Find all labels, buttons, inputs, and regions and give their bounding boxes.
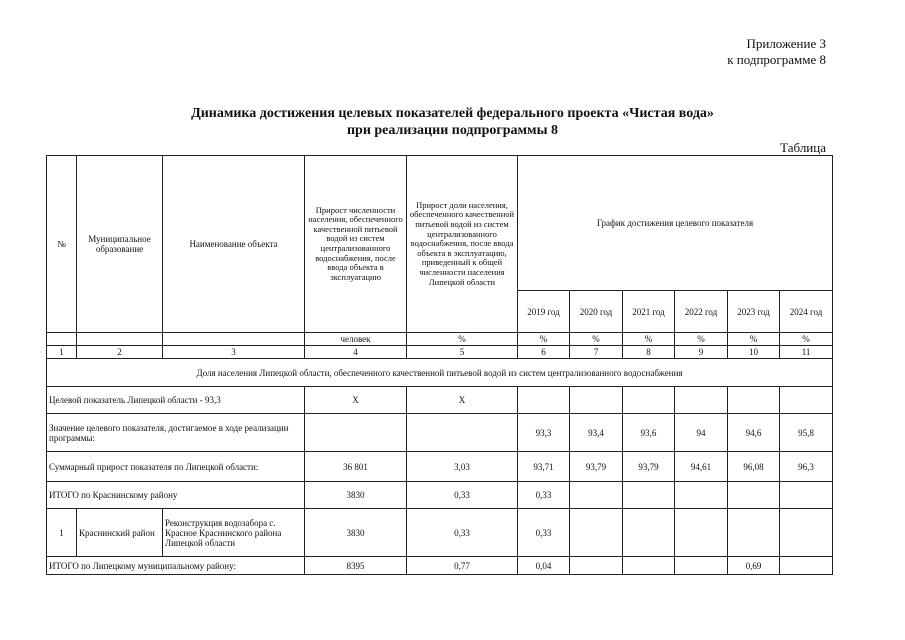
header-year: 2023 год xyxy=(728,291,780,333)
cell-year xyxy=(570,387,623,414)
cell-year xyxy=(728,509,780,557)
cell-year xyxy=(675,557,728,575)
cell-year: 93,4 xyxy=(570,414,623,452)
cell-year xyxy=(780,482,833,509)
header-year: 2021 год xyxy=(623,291,675,333)
cell-year xyxy=(623,557,675,575)
column-number: 4 xyxy=(305,346,407,359)
cell-growth-share: 0,33 xyxy=(407,509,518,557)
header-schedule: График достижения целевого показателя xyxy=(518,156,833,291)
row-label: ИТОГО по Краснинскому району xyxy=(47,482,305,509)
cell-growth-population: 3830 xyxy=(305,509,407,557)
header-row xyxy=(47,156,833,291)
document-title-line-1: Динамика достижения целевых показателей федерального проекта «Чистая вода» xyxy=(191,106,714,121)
cell-num: 1 xyxy=(47,509,77,557)
header-growth-population: Прирост численности населения, обеспеченного качественной питьевой водой из систем централизованного водоснабжения, после ввода объекта в эксплуатацию xyxy=(305,156,407,333)
unit-year: % xyxy=(728,333,780,346)
header-municipality: Муниципальное образование xyxy=(77,156,163,333)
row-label: ИТОГО по Липецкому муниципальному району: xyxy=(47,557,305,575)
cell-growth-share: Х xyxy=(407,387,518,414)
column-number: 5 xyxy=(407,346,518,359)
cell-growth-population: Х xyxy=(305,387,407,414)
cell-year xyxy=(518,387,570,414)
cell-year: 96,08 xyxy=(728,452,780,482)
header-year: 2022 год xyxy=(675,291,728,333)
cell-growth-share: 0,33 xyxy=(407,482,518,509)
header-year: 2024 год xyxy=(780,291,833,333)
unit-year: % xyxy=(623,333,675,346)
column-number: 3 xyxy=(163,346,305,359)
column-number: 6 xyxy=(518,346,570,359)
cell-year xyxy=(675,482,728,509)
unit-people: человек xyxy=(305,333,407,346)
cell-year: 94,61 xyxy=(675,452,728,482)
document-title xyxy=(0,105,905,139)
column-number: 8 xyxy=(623,346,675,359)
unit-year: % xyxy=(780,333,833,346)
cell-year: 0,04 xyxy=(518,557,570,575)
column-number: 7 xyxy=(570,346,623,359)
cell-year: 93,6 xyxy=(623,414,675,452)
cell-year: 93,3 xyxy=(518,414,570,452)
cell-year xyxy=(570,557,623,575)
table-row-total-growth xyxy=(47,452,833,482)
cell-year: 96,3 xyxy=(780,452,833,482)
column-number: 10 xyxy=(728,346,780,359)
cell-year xyxy=(570,509,623,557)
column-number: 2 xyxy=(77,346,163,359)
cell-year: 0,33 xyxy=(518,509,570,557)
cell-municipality: Краснинский район xyxy=(77,509,163,557)
table-row-krasninsky-total xyxy=(47,482,833,509)
cell-year xyxy=(675,387,728,414)
cell-year: 95,8 xyxy=(780,414,833,452)
header-year: 2020 год xyxy=(570,291,623,333)
cell-growth-population: 3830 xyxy=(305,482,407,509)
cell-growth-population: 8395 xyxy=(305,557,407,575)
cell-year xyxy=(675,509,728,557)
column-number: 11 xyxy=(780,346,833,359)
table-row-target xyxy=(47,387,833,414)
column-number: 1 xyxy=(47,346,77,359)
section-title: Доля населения Липецкой области, обеспеченного качественной питьевой водой из систем централизованного водоснабжения xyxy=(47,359,833,387)
appendix-line-1: Приложение 3 xyxy=(746,36,826,51)
indicators-table xyxy=(46,155,833,575)
section-row xyxy=(47,359,833,387)
cell-year xyxy=(780,387,833,414)
cell-year xyxy=(623,482,675,509)
cell-year xyxy=(623,509,675,557)
cell-year xyxy=(780,509,833,557)
unit-percent: % xyxy=(407,333,518,346)
column-numbers-row xyxy=(47,346,833,359)
document-title-line-2: при реализации подпрограммы 8 xyxy=(346,123,559,138)
cell-growth-population xyxy=(305,414,407,452)
unit-year: % xyxy=(570,333,623,346)
cell-growth-share xyxy=(407,414,518,452)
cell-year: 93,79 xyxy=(623,452,675,482)
cell-year xyxy=(570,482,623,509)
units-row xyxy=(47,333,833,346)
header-growth-share: Прирост доли населения, обеспеченного качественной питьевой водой из систем централизованного водоснабжения, после ввода объекта в эксплуатацию, приведенный к общей численности населения Липецкой области xyxy=(407,156,518,333)
header-object-name: Наименование объекта xyxy=(163,156,305,333)
table-caption: Таблица xyxy=(780,140,826,155)
cell-year: 0,69 xyxy=(728,557,780,575)
cell-object-name: Реконструкция водозабора с. Красное Краснинского района Липецкой области xyxy=(163,509,305,557)
cell-year: 94 xyxy=(675,414,728,452)
cell-year: 93,71 xyxy=(518,452,570,482)
cell-year: 0,33 xyxy=(518,482,570,509)
unit-year: % xyxy=(675,333,728,346)
cell-year: 93,79 xyxy=(570,452,623,482)
table-row-value xyxy=(47,414,833,452)
appendix-line-2: к подпрограмме 8 xyxy=(727,52,826,67)
row-label: Значение целевого показателя, достигаемое в ходе реализации программы: xyxy=(47,414,305,452)
unit-year: % xyxy=(518,333,570,346)
cell-growth-share: 0,77 xyxy=(407,557,518,575)
cell-growth-population: 36 801 xyxy=(305,452,407,482)
cell-growth-share: 3,03 xyxy=(407,452,518,482)
row-label: Суммарный прирост показателя по Липецкой области: xyxy=(47,452,305,482)
cell-year xyxy=(728,387,780,414)
row-label: Целевой показатель Липецкой области - 93,3 xyxy=(47,387,305,414)
header-num: № xyxy=(47,156,77,333)
column-number: 9 xyxy=(675,346,728,359)
table-row-lipetsky-total xyxy=(47,557,833,575)
header-year: 2019 год xyxy=(518,291,570,333)
appendix-note xyxy=(727,36,826,68)
cell-year: 94,6 xyxy=(728,414,780,452)
cell-year xyxy=(623,387,675,414)
table-row-krasninsky-object xyxy=(47,509,833,557)
cell-year xyxy=(728,482,780,509)
cell-year xyxy=(780,557,833,575)
